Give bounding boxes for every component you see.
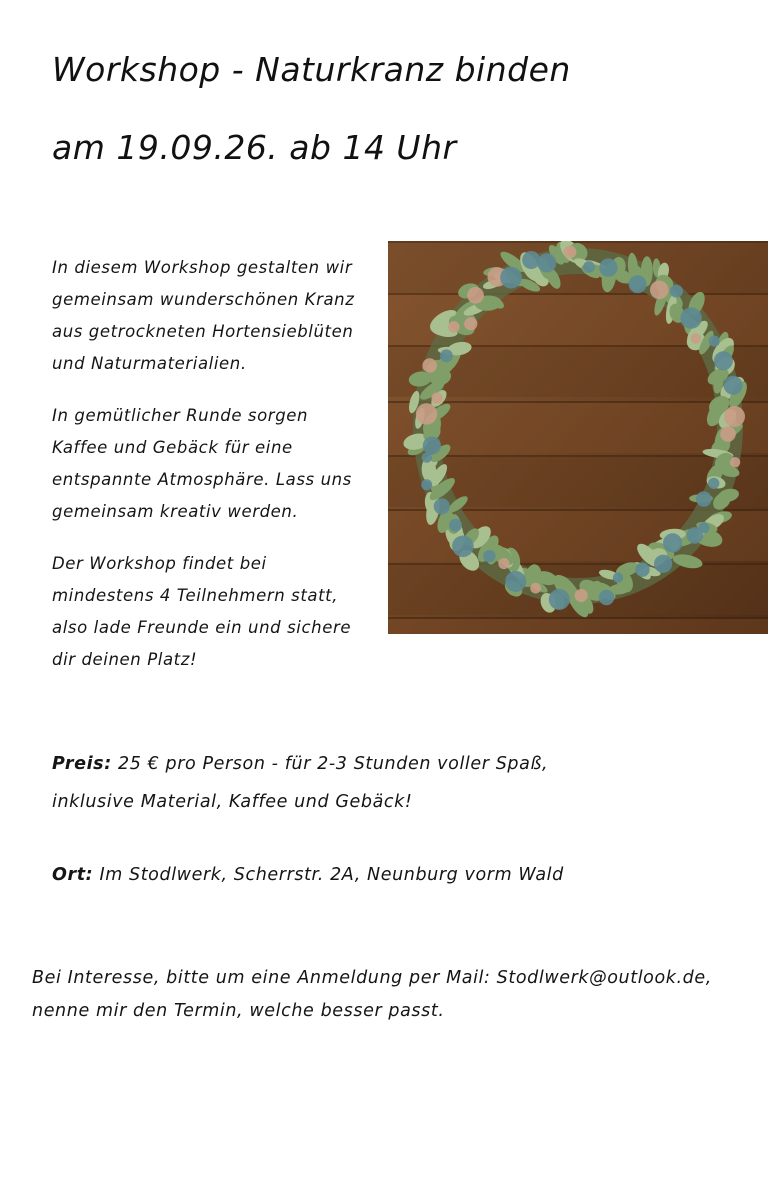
text-line: und Naturmaterialien. bbox=[52, 354, 247, 373]
text-line: Kaffee und Gebäck für eine bbox=[52, 438, 293, 457]
location-label: Ort: bbox=[52, 865, 94, 885]
text-line: gemeinsam wunderschönen Kranz bbox=[52, 290, 355, 309]
location-text: Im Stodlwerk, Scherrstr. 2A, Neunburg vorm Wald bbox=[93, 865, 564, 885]
text-line: mindestens 4 Teilnehmern statt, bbox=[52, 586, 339, 605]
location-line bbox=[52, 857, 564, 893]
contact-line-2: nenne mir den Termin, welche besser passt. bbox=[32, 1001, 445, 1021]
price-label: Preis: bbox=[52, 754, 112, 774]
intro-paragraph-3 bbox=[52, 548, 382, 676]
text-line: In gemütlicher Runde sorgen bbox=[52, 406, 309, 425]
price-line bbox=[52, 746, 548, 782]
text-line: entspannte Atmosphäre. Lass uns bbox=[52, 470, 352, 489]
intro-paragraph-1 bbox=[52, 252, 382, 380]
workshop-date: am 19.09.26. ab 14 Uhr bbox=[52, 128, 457, 167]
text-line: In diesem Workshop gestalten wir bbox=[52, 258, 353, 277]
text-line: also lade Freunde ein und sichere bbox=[52, 618, 352, 637]
workshop-title: Workshop - Naturkranz binden bbox=[52, 50, 571, 89]
text-line: aus getrockneten Hortensieblüten bbox=[52, 322, 354, 341]
price-text: 25 € pro Person - für 2-3 Stunden voller Spaß, bbox=[111, 754, 549, 774]
text-line: Der Workshop findet bei bbox=[52, 554, 267, 573]
price-line-2: inklusive Material, Kaffee und Gebäck! bbox=[52, 792, 413, 812]
text-line: dir deinen Platz! bbox=[52, 650, 198, 669]
wreath-photo bbox=[388, 241, 768, 634]
contact-line-1: Bei Interesse, bitte um eine Anmeldung per Mail: Stodlwerk@outlook.de, bbox=[32, 968, 712, 988]
text-line: gemeinsam kreativ werden. bbox=[52, 502, 299, 521]
intro-paragraph-2 bbox=[52, 400, 382, 528]
